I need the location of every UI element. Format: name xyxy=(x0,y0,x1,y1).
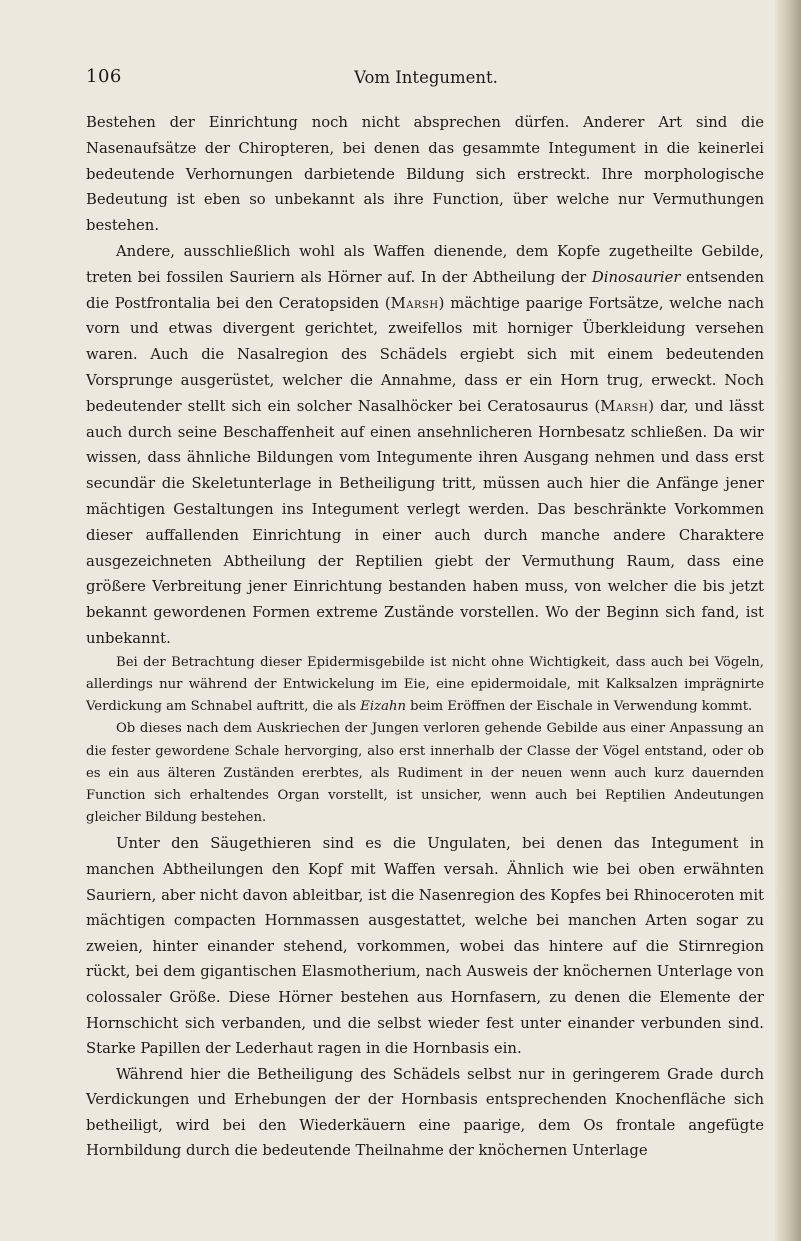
author-marsh-2: Marsh xyxy=(600,397,649,415)
large-type-section xyxy=(86,110,764,652)
page-header xyxy=(86,66,766,92)
paragraph-4: Ob dieses nach dem Auskriechen der Jungen verloren gehende Gebilde aus einer Anpassung an die fester gewordene Schale hervorging, also erst innerhalb der Classe der Vögel entstand, oder ob es ein aus älteren Zuständen ererbtes, als Rudiment in der neuen wenn auch kurz dauernden Function sich erhaltendes Organ vorstellt, ist unsicher, wenn auch bei Reptilien Andeutungen gleicher Bildung bestehen. xyxy=(86,721,764,826)
small-type-section xyxy=(86,652,764,830)
paragraph-1: Bestehen der Einrichtung noch nicht absprechen dürfen. Anderer Art sind die Nasenaufsätze der Chiropteren, bei denen das gesammte Integument in die keinerlei bedeutende Verhornungen darbietende Bildung sich erstreckt. Ihre morphologische Bedeutung ist eben so unbekannt als ihre Function, über welche nur Vermuthungen bestehen. xyxy=(86,114,764,235)
author-marsh-1: Marsh xyxy=(390,294,439,312)
paragraph-3-part-b: beim Eröffnen der Eischale in Verwendung kommt. xyxy=(405,699,753,715)
paragraph-2 xyxy=(86,239,764,652)
paragraph-6: Während hier die Betheiligung des Schädels selbst nur in geringerem Grade durch Verdickungen und Erhebungen der der Hornbasis entsprechenden Knochenfläche sich betheiligt, wird bei den Wiederkäuern eine paarige, dem Os frontale angefügte Hornbildung durch die bedeutende Theilnahme der knöchernen Unterlage xyxy=(86,1065,764,1160)
paragraph-2-part-c: ) mächtige paarige Fortsätze, welche nach vorn und etwas divergent gerichtet, zweifellos mit horniger Überkleidung versehen waren. Auch die Nasalregion des Schädels ergiebt sich mit einem bedeutenden Vorsprunge ausgerüstet, welcher die Annahme, dass er ein Horn trug, erweckt. Noch bedeutender stellt sich ein solcher Nasalhöcker bei Ceratosaurus ( xyxy=(86,294,764,415)
term-eizahn: Eizahn xyxy=(360,699,406,715)
page-number: 106 xyxy=(86,66,122,87)
page-edge-shadow xyxy=(775,0,801,1241)
paragraph-2-part-a: Andere, ausschließlich wohl als Waffen dienende, dem Kopfe zugetheilte Gebilde, treten bei fossilen Sauriern als Hörner auf. In der Abtheilung der xyxy=(86,242,764,286)
paragraph-2-part-d: ) dar, und lässt auch durch seine Beschaffenheit auf einen ansehnlicheren Hornbesatz schließen. Da wir wissen, dass ähnliche Bildungen vom Integumente ihren Ausgang nehmen und dass erst secundär die Skeletunterlage in Betheiligung tritt, müssen auch hier die Anfänge jener mächtigen Gestaltungen ins Integument verlegt werden. Das beschränkte Vorkommen dieser auffallenden Einrichtung in einer auch durch manche andere Charaktere ausgezeichneten Abtheilung der Reptilien giebt der Vermuthung Raum, dass eine größere Verbreitung jener Einrichtung bestanden haben muss, von welcher die bis jetzt bekannt gewordenen Formen extreme Zustände vorstellen. Wo der Beginn sich fand, ist unbekannt. xyxy=(86,397,764,647)
term-dinosaurier: Dinosaurier xyxy=(591,268,681,286)
paragraph-3 xyxy=(86,652,764,719)
body-text xyxy=(86,110,764,1164)
paragraph-2-part-b: entsenden die Postfrontalia bei den Ceratopsiden ( xyxy=(86,268,765,312)
running-head: Vom Integument. xyxy=(354,68,498,87)
paragraph-5: Unter den Säugethieren sind es die Ungulaten, bei denen das Integument in manchen Abtheilungen den Kopf mit Waffen versah. Ähnlich wie bei oben erwähnten Sauriern, aber nicht davon ableitbar, ist die Nasenregion des Kopfes bei Rhinoceroten mit mächtigen compacten Hornmassen ausgestattet, welche bei manchen Arten sogar zu zweien, hinter einander stehend, vorkommen, wobei das hintere auf die Stirnregion rückt, bei dem gigantischen Elasmotherium, nach Ausweis der knöchernen Unterlage von colossaler Größe. Diese Hörner bestehen aus Hornfasern, zu denen die Elemente der Hornschicht sich verbanden, und die selbst wieder fest unter einander verbunden sind. Starke Papillen der Lederhaut ragen in die Hornbasis ein. xyxy=(86,835,764,1058)
large-type-section-2 xyxy=(86,831,764,1164)
paragraph-3-part-a: Bei der Betrachtung dieser Epidermisgebilde ist nicht ohne Wichtigkeit, dass auch bei Vögeln, allerdings nur während der Entwickelung im Eie, eine epidermoidale, mit Kalksalzen imprägnirte Verdickung am Schnabel auftritt, die als xyxy=(86,654,764,715)
